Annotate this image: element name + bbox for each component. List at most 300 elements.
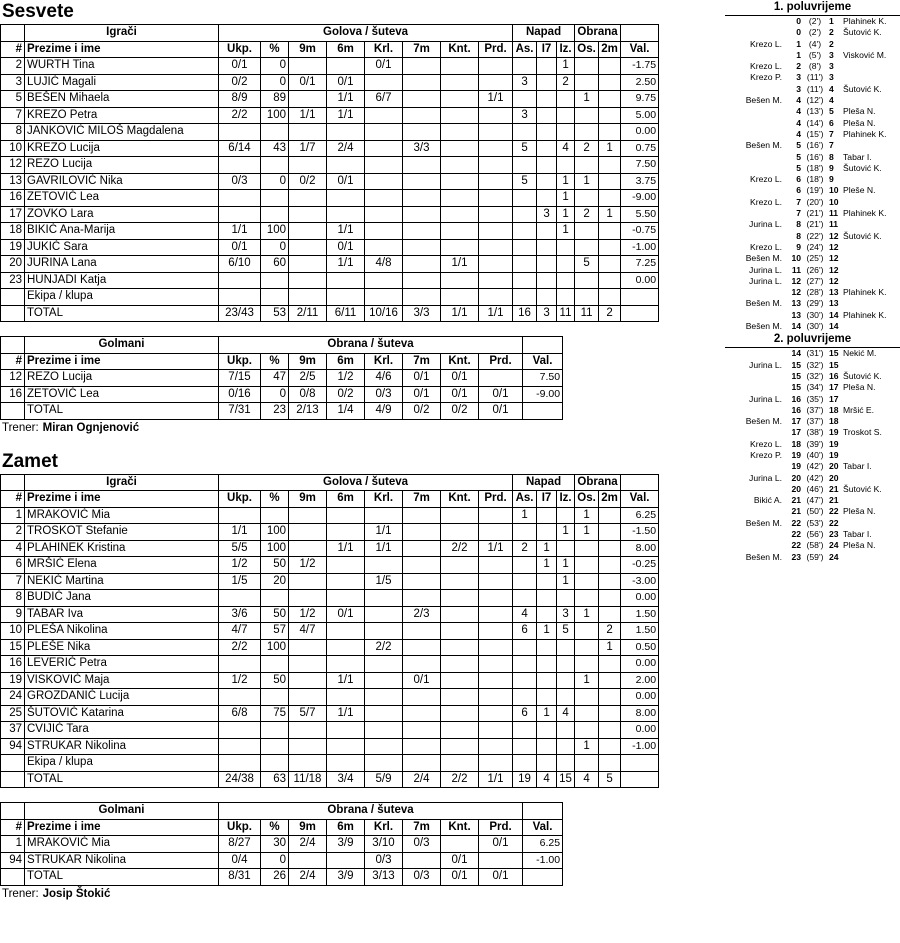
player-name: BUDIĆ Jana [25,590,219,607]
goalkeeper-m7: 0/1 [403,386,441,403]
bench-prd [479,755,513,772]
player-knt: 1/1 [441,256,479,273]
total-os: 11 [575,305,599,322]
gk-total-name: TOTAL [25,403,219,420]
player-m2 [599,722,621,739]
event-sg: 5 [829,106,834,117]
gk-total-krl: 4/9 [365,403,403,420]
event-sh: 5 [796,151,801,162]
total-krl: 5/9 [365,771,403,788]
player-iz [557,738,575,755]
player-knt [441,557,479,574]
column-header-name: Prezime i ime [25,41,219,58]
bench-knt [441,289,479,306]
column-header-prd: Prd. [479,41,513,58]
event-mn: (40') [806,449,824,460]
event-pl: Bešen M. [745,517,782,528]
player-m7 [403,705,441,722]
column-header-os: Os. [575,491,599,508]
player-i7: 1 [537,623,557,640]
bench-i7 [537,755,557,772]
team-section [0,450,668,902]
player-m2 [599,672,621,689]
event-sg: 24 [829,551,839,562]
player-iz: 4 [557,705,575,722]
player-m2 [599,689,621,706]
gk-column-header-krl: Krl. [365,819,403,836]
total-ukp: 23/43 [219,305,261,322]
player-pct: 43 [261,140,289,157]
timeline-event [725,540,900,551]
player-val: 0.00 [621,272,659,289]
player-m9 [289,190,327,207]
player-name: MRAKOVIĆ Mia [25,507,219,524]
player-pct [261,507,289,524]
gk-total-m6: 3/9 [327,869,365,886]
player-knt [441,239,479,256]
player-row [1,206,659,223]
goalkeeper-krl: 0/3 [365,852,403,869]
event-sg: 18 [829,404,839,415]
timeline-event [725,174,900,185]
player-m9 [289,272,327,289]
player-val: 8.00 [621,540,659,557]
bench-m7 [403,289,441,306]
player-pct [261,190,289,207]
player-val: 0.00 [621,722,659,739]
event-pl: Bešen M. [745,253,782,264]
player-row [1,606,659,623]
player-m6: 0/1 [327,74,365,91]
player-os: 2 [575,206,599,223]
player-os [575,239,599,256]
trainer-name: Miran Ognjenović [42,421,140,434]
player-krl [365,722,403,739]
total-row [1,305,659,322]
event-sg: 12 [829,275,839,286]
player-os: 5 [575,256,599,273]
header-empty [621,25,659,42]
event-sg: 18 [829,416,839,427]
column-header-i7: I7 [537,41,557,58]
player-name: PLEŠE Nika [25,639,219,656]
player-krl [365,507,403,524]
player-krl [365,606,403,623]
event-sg: 8 [829,151,834,162]
player-row [1,623,659,640]
event-mn: (14') [806,117,824,128]
event-sg: 20 [829,472,839,483]
player-i7 [537,74,557,91]
header-empty [523,803,563,820]
player-knt [441,623,479,640]
player-ukp [219,722,261,739]
goalkeeper-m7: 0/1 [403,370,441,387]
player-m9 [289,206,327,223]
total-m9: 11/18 [289,771,327,788]
player-m6 [327,190,365,207]
event-pr: Plahinek K. [843,309,887,320]
player-val: 9.75 [621,91,659,108]
bench-name: Ekipa / klupa [25,755,219,772]
event-pr: Nekić M. [843,348,877,359]
player-m6 [327,124,365,141]
player-ukp: 1/5 [219,573,261,590]
goalkeeper-m6 [327,852,365,869]
player-m9 [289,239,327,256]
goalkeeper-knt [441,836,479,853]
player-name: PLAHINEK Kristina [25,540,219,557]
player-ukp: 1/2 [219,557,261,574]
event-mn: (21') [806,208,824,219]
header-empty [621,474,659,491]
event-sg: 4 [829,95,834,106]
timeline-event [725,394,900,405]
event-sh: 18 [791,438,801,449]
event-sg: 17 [829,393,839,404]
gk-column-header-name: Prezime i ime [25,819,219,836]
player-name: ZETOVIĆ Lea [25,190,219,207]
player-m6 [327,58,365,75]
event-pl: Jurina L. [749,359,782,370]
timeline-event [725,152,900,163]
player-ukp: 1/2 [219,672,261,689]
event-mn: (24') [806,241,824,252]
player-pct: 0 [261,239,289,256]
column-header-krl: Krl. [365,491,403,508]
player-row [1,124,659,141]
event-sg: 19 [829,438,839,449]
player-os: 1 [575,173,599,190]
player-m2 [599,190,621,207]
goalkeeper-ukp: 0/16 [219,386,261,403]
player-m9 [289,689,327,706]
player-pct: 0 [261,173,289,190]
player-as [513,656,537,673]
player-i7 [537,91,557,108]
player-iz [557,239,575,256]
player-val: -1.00 [621,738,659,755]
timeline-event [725,439,900,450]
event-pl: Jurina L. [749,264,782,275]
event-pl: Krezo L. [749,241,782,252]
event-mn: (58') [806,540,824,551]
player-iz [557,689,575,706]
player-prd [479,557,513,574]
player-prd [479,173,513,190]
defense-header: Obrana [575,474,621,491]
player-m7 [403,557,441,574]
player-as [513,190,537,207]
player-iz: 1 [557,58,575,75]
player-row [1,705,659,722]
player-i7 [537,58,557,75]
half-title: 2. poluvrijeme [725,332,900,348]
player-pct [261,206,289,223]
players-table [0,24,659,322]
gk-column-header-val: Val. [523,353,563,370]
player-os [575,272,599,289]
player-as: 5 [513,173,537,190]
player-i7 [537,738,557,755]
team-name: Sesvete [2,1,74,22]
event-mn: (59') [806,551,824,562]
timeline-event [725,27,900,38]
player-knt [441,173,479,190]
bench-krl [365,755,403,772]
column-header-krl: Krl. [365,41,403,58]
event-sh: 14 [791,348,801,359]
player-ukp [219,507,261,524]
timeline-event [725,405,900,416]
timeline-event [725,529,900,540]
gk-column-header-m6: 6m [327,819,365,836]
player-m2 [599,524,621,541]
player-i7 [537,639,557,656]
player-knt [441,507,479,524]
player-m9 [289,507,327,524]
gk-column-header-num: # [1,819,25,836]
player-m7 [403,722,441,739]
player-m9 [289,722,327,739]
timeline-event [725,208,900,219]
player-knt: 2/2 [441,540,479,557]
player-i7 [537,590,557,607]
player-name: HUNJADI Katja [25,272,219,289]
player-row [1,573,659,590]
event-pr: Pleša N. [843,506,876,517]
event-pl: Bešen M. [745,321,782,332]
player-as [513,689,537,706]
timeline-event [725,287,900,298]
event-mn: (28') [806,287,824,298]
players-header: Igrači [25,474,219,491]
timeline-event [725,95,900,106]
event-mn: (46') [806,483,824,494]
bench-m7 [403,755,441,772]
player-num: 7 [1,573,25,590]
gk-total-row [1,869,563,886]
event-pr: Tabar I. [843,151,872,162]
player-m2 [599,124,621,141]
player-ukp [219,190,261,207]
event-mn: (50') [806,506,824,517]
player-os: 1 [575,91,599,108]
player-iz: 1 [557,206,575,223]
event-sh: 13 [791,309,801,320]
event-sg: 2 [829,38,834,49]
player-m2: 1 [599,639,621,656]
player-m7 [403,173,441,190]
player-m7 [403,206,441,223]
player-val: -0.25 [621,557,659,574]
timeline-event [725,84,900,95]
player-m2 [599,606,621,623]
column-header-os: Os. [575,41,599,58]
player-m2 [599,272,621,289]
player-krl: 1/5 [365,573,403,590]
bench-prd [479,289,513,306]
bench-num [1,289,25,306]
players-table [0,474,659,789]
player-knt [441,672,479,689]
total-i7: 4 [537,771,557,788]
goalkeeper-name: REZO Lucija [25,370,219,387]
player-m6 [327,689,365,706]
gk-column-header-knt: Knt. [441,819,479,836]
player-m7 [403,524,441,541]
player-num: 12 [1,157,25,174]
goalkeeper-row [1,852,563,869]
player-prd [479,140,513,157]
player-prd [479,74,513,91]
player-krl [365,623,403,640]
player-krl [365,557,403,574]
event-mn: (5') [808,49,822,60]
player-num: 15 [1,639,25,656]
player-knt [441,524,479,541]
player-pct: 60 [261,256,289,273]
player-krl [365,672,403,689]
event-pl: Krezo L. [749,196,782,207]
goalkeeper-m9 [289,852,327,869]
player-m2: 1 [599,140,621,157]
player-pct: 100 [261,540,289,557]
event-pr: Mršić E. [843,404,875,415]
player-prd [479,272,513,289]
total-m9: 2/11 [289,305,327,322]
column-header-ukp: Ukp. [219,491,261,508]
player-m7 [403,272,441,289]
total-num [1,771,25,788]
player-os: 1 [575,507,599,524]
player-i7 [537,223,557,240]
event-sh: 20 [791,483,801,494]
player-m7 [403,124,441,141]
total-prd: 1/1 [479,305,513,322]
event-mn: (35') [806,393,824,404]
player-name: NEKIĆ Martina [25,573,219,590]
goals-shots-header: Golova / šuteva [219,474,513,491]
event-mn: (56') [806,529,824,540]
bench-i7 [537,289,557,306]
player-iz [557,91,575,108]
event-sg: 21 [829,495,839,506]
player-prd [479,190,513,207]
goalkeeper-prd [479,852,523,869]
player-row [1,540,659,557]
player-val: 0.50 [621,639,659,656]
goalkeeper-krl: 3/10 [365,836,403,853]
player-m7 [403,107,441,124]
event-sh: 19 [791,449,801,460]
timeline-event [725,50,900,61]
player-os [575,590,599,607]
player-m9: 0/1 [289,74,327,91]
event-sh: 20 [791,472,801,483]
goalkeeper-m6: 3/9 [327,836,365,853]
player-ukp [219,157,261,174]
player-i7: 1 [537,540,557,557]
column-header-knt: Knt. [441,41,479,58]
player-num: 24 [1,689,25,706]
player-row [1,689,659,706]
player-val: 0.75 [621,140,659,157]
player-as [513,557,537,574]
gk-total-name: TOTAL [25,869,219,886]
player-i7 [537,256,557,273]
player-name: LEVERIĆ Petra [25,656,219,673]
player-m7 [403,590,441,607]
event-mn: (37') [806,404,824,415]
player-row [1,173,659,190]
total-val [621,305,659,322]
player-m2 [599,107,621,124]
player-krl [365,190,403,207]
event-sh: 14 [791,321,801,332]
attack-header: Napad [513,25,575,42]
timeline-event [725,106,900,117]
player-ukp [219,206,261,223]
goalkeeper-pct: 0 [261,852,289,869]
event-sh: 8 [796,230,801,241]
event-mn: (22') [806,230,824,241]
player-krl [365,590,403,607]
player-m6 [327,524,365,541]
player-m7 [403,157,441,174]
event-mn: (42') [806,461,824,472]
player-iz: 1 [557,223,575,240]
event-mn: (30') [806,309,824,320]
player-os [575,540,599,557]
player-iz [557,590,575,607]
player-krl: 1/1 [365,524,403,541]
player-prd: 1/1 [479,91,513,108]
total-m6: 6/11 [327,305,365,322]
total-m6: 3/4 [327,771,365,788]
player-val: 8.00 [621,705,659,722]
event-sg: 12 [829,241,839,252]
player-name: VISKOVIĆ Maja [25,672,219,689]
players-header: Igrači [25,25,219,42]
player-num: 19 [1,239,25,256]
player-m2 [599,58,621,75]
player-knt [441,190,479,207]
event-mn: (25') [806,253,824,264]
event-sh: 0 [796,27,801,38]
saves-shots-header: Obrana / šuteva [219,803,523,820]
total-os: 4 [575,771,599,788]
player-i7 [537,722,557,739]
gk-column-header-knt: Knt. [441,353,479,370]
event-pr: Troskot S. [843,427,882,438]
total-name: TOTAL [25,771,219,788]
goalkeeper-krl: 0/3 [365,386,403,403]
event-mn: (11') [806,83,824,94]
timeline-event [725,552,900,563]
player-iz [557,157,575,174]
event-mn: (18') [806,174,824,185]
player-as [513,590,537,607]
player-knt [441,272,479,289]
event-sg: 7 [829,128,834,139]
player-num: 7 [1,107,25,124]
bench-ukp [219,289,261,306]
spacer [0,322,668,336]
event-sh: 16 [791,393,801,404]
player-m6 [327,573,365,590]
player-m2 [599,157,621,174]
